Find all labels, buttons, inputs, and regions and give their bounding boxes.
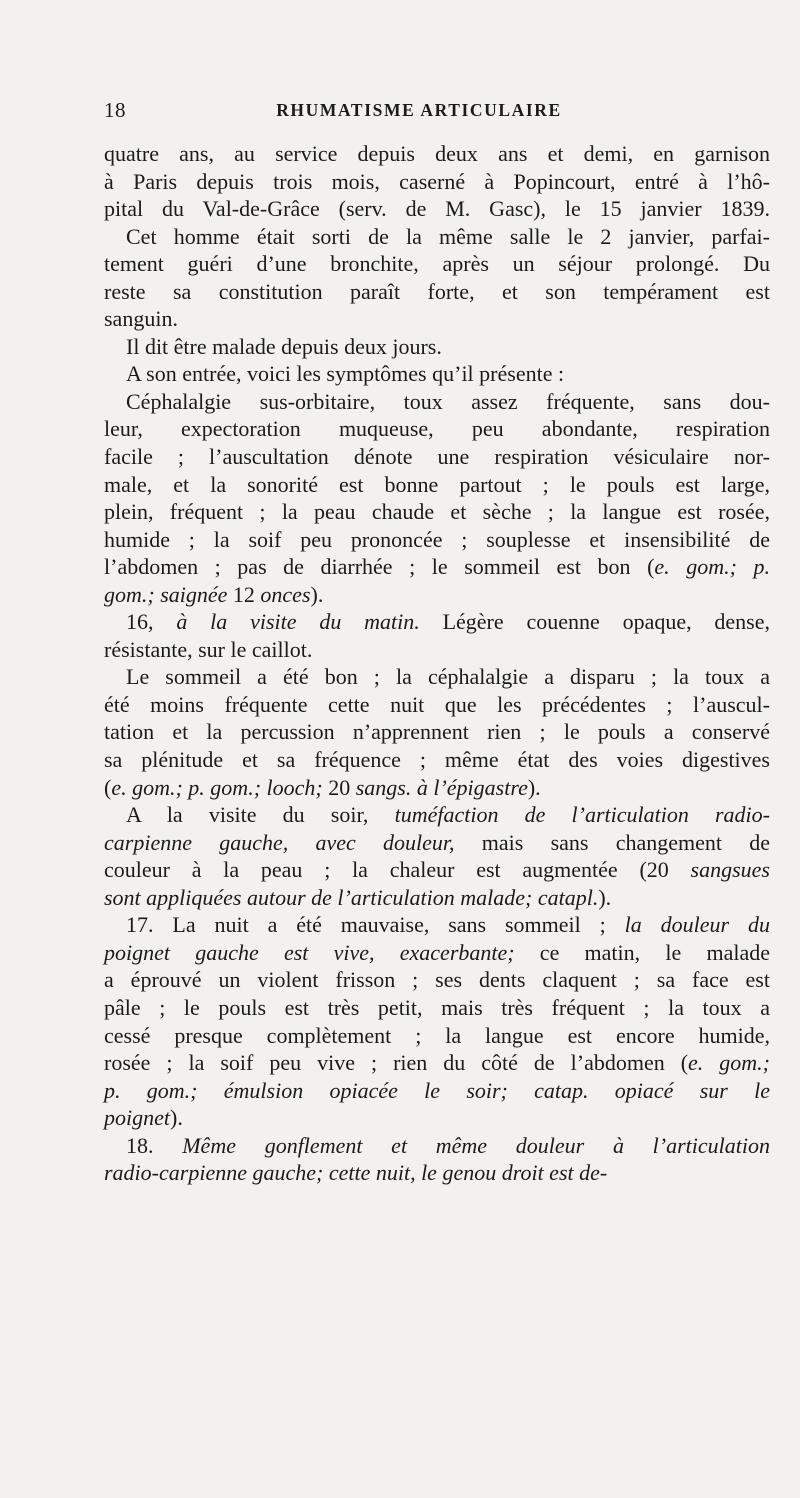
text-line bbox=[104, 388, 770, 416]
page-number: 18 bbox=[104, 98, 126, 122]
text-line bbox=[104, 1132, 770, 1160]
text-line bbox=[104, 994, 770, 1022]
text-line bbox=[104, 1049, 770, 1077]
text-line bbox=[104, 168, 770, 196]
text-line bbox=[104, 415, 770, 443]
italic-text: poignet bbox=[104, 1105, 170, 1131]
text-run: 17. La nuit a été mauvaise, sans sommeil ; bbox=[126, 912, 625, 938]
text-run: Il dit être malade depuis deux jours. bbox=[126, 333, 442, 359]
italic-text: carpienne gauche, avec douleur, bbox=[104, 829, 455, 855]
text-line bbox=[104, 1159, 770, 1187]
text-run: ). bbox=[598, 884, 612, 910]
text-run: 20 bbox=[322, 774, 356, 800]
text-line bbox=[104, 829, 770, 857]
text-run: tement guéri d’une bronchite, après un séjour prolongé. Du bbox=[104, 251, 770, 277]
text-line bbox=[104, 746, 770, 774]
text-run: mais sans changement de bbox=[454, 829, 770, 855]
text-run: 12 bbox=[227, 581, 261, 607]
text-run: Le sommeil a été bon ; la céphalalgie a disparu ; la toux a bbox=[126, 664, 770, 690]
text-line bbox=[104, 223, 770, 251]
italic-text: gom.; saignée bbox=[104, 581, 228, 607]
text-run: couleur à la peau ; la chaleur est augmentée (20 bbox=[104, 857, 691, 883]
text-run: ( bbox=[104, 774, 112, 800]
text-run: ). bbox=[527, 774, 541, 800]
text-run: 18. bbox=[126, 1132, 183, 1158]
italic-text: onces bbox=[260, 581, 311, 607]
text-run: a éprouvé un violent frisson ; ses dents claquent ; sa face est bbox=[104, 967, 770, 993]
text-line bbox=[104, 333, 770, 361]
text-run: 16, bbox=[126, 609, 177, 635]
italic-text: p. gom.; émulsion opiacée le soir; catap. opiacé sur le bbox=[104, 1077, 770, 1103]
italic-text: sangsues bbox=[690, 857, 770, 883]
italic-text: sont appliquées autour de l’articulation malade; catapl. bbox=[104, 884, 599, 910]
text-run: reste sa constitution paraît forte, et son tempérament est bbox=[104, 278, 770, 304]
text-line bbox=[104, 856, 770, 884]
text-run: rosée ; la soif peu vive ; rien du côté de l’abdomen ( bbox=[104, 1050, 689, 1076]
text-run: Cet homme était sorti de la même salle le 2 janvier, parfai- bbox=[126, 223, 770, 249]
text-run: A la visite du soir, bbox=[126, 802, 395, 828]
text-line bbox=[104, 884, 770, 912]
text-run: Céphalalgie sus-orbitaire, toux assez fréquente, sans dou- bbox=[126, 388, 770, 414]
italic-text: poignet gauche est vive, exacerbante; bbox=[104, 939, 515, 965]
italic-text: sangs. à l’épigastre bbox=[355, 774, 528, 800]
text-line bbox=[104, 195, 770, 223]
text-line bbox=[104, 939, 770, 967]
italic-text: Même gonflement et même douleur à l’articulation bbox=[182, 1132, 771, 1158]
text-line bbox=[104, 966, 770, 994]
text-run: ). bbox=[310, 581, 324, 607]
text-run: l’abdomen ; pas de diarrhée ; le sommeil est bon ( bbox=[104, 554, 655, 580]
italic-text: tuméfaction de l’articulation radio- bbox=[394, 802, 770, 828]
text-line bbox=[104, 526, 770, 554]
text-line bbox=[104, 140, 770, 168]
text-run: leur, expectoration muqueuse, peu abondante, respiration bbox=[104, 416, 770, 442]
text-run: humide ; la soif peu prononcée ; souplesse et insensibilité de bbox=[104, 526, 770, 552]
text-run: plein, fréquent ; la peau chaude et sèche ; la langue est rosée, bbox=[104, 499, 770, 525]
text-line bbox=[104, 1077, 770, 1105]
text-line bbox=[104, 250, 770, 278]
text-line bbox=[104, 498, 770, 526]
text-run: sa plénitude et sa fréquence ; même état des voies digestives bbox=[104, 747, 770, 773]
text-line bbox=[104, 691, 770, 719]
italic-text: e. gom.; p. gom.; looch; bbox=[111, 774, 323, 800]
text-run: quatre ans, au service depuis deux ans et demi, en garnison bbox=[104, 141, 770, 166]
text-line bbox=[104, 305, 770, 333]
text-run: facile ; l’auscultation dénote une respiration vésiculaire nor- bbox=[104, 444, 770, 470]
text-line bbox=[104, 663, 770, 691]
text-run: A son entrée, voici les symptômes qu’il présente : bbox=[126, 361, 565, 387]
text-line bbox=[104, 1104, 770, 1132]
text-run: male, et la sonorité est bonne partout ; le pouls est large, bbox=[104, 471, 770, 497]
italic-text: la douleur du bbox=[624, 912, 770, 938]
text-line bbox=[104, 471, 770, 499]
text-run: pâle ; le pouls est très petit, mais très fréquent ; la toux a bbox=[104, 994, 770, 1020]
text-line bbox=[104, 443, 770, 471]
text-line bbox=[104, 360, 770, 388]
text-line bbox=[104, 636, 770, 664]
text-line bbox=[104, 581, 770, 609]
text-line bbox=[104, 718, 770, 746]
text-line bbox=[104, 1022, 770, 1050]
text-line bbox=[104, 278, 770, 306]
text-line bbox=[104, 911, 770, 939]
text-run: résistante, sur le caillot. bbox=[104, 636, 313, 662]
text-run: pital du Val-de-Grâce (serv. de M. Gasc), le 15 janvier 1839. bbox=[104, 196, 770, 222]
text-line bbox=[104, 774, 770, 802]
text-run: Légère couenne opaque, dense, bbox=[419, 609, 771, 635]
italic-text: e. gom.; bbox=[688, 1050, 770, 1076]
italic-text: radio-carpienne gauche; cette nuit, le genou droit est de- bbox=[104, 1160, 608, 1186]
text-run: été moins fréquente cette nuit que les précédentes ; l’auscul- bbox=[104, 691, 770, 717]
text-line bbox=[104, 608, 770, 636]
body-text bbox=[104, 140, 770, 1187]
text-run: ). bbox=[170, 1105, 183, 1131]
text-line bbox=[104, 553, 770, 581]
text-run: ce matin, le malade bbox=[514, 939, 770, 965]
text-run: sanguin. bbox=[104, 306, 178, 332]
text-run: cessé presque complètement ; la langue est encore humide, bbox=[104, 1022, 770, 1048]
page-header bbox=[104, 98, 724, 128]
text-run: à Paris depuis trois mois, caserné à Popincourt, entré à l’hô- bbox=[104, 168, 770, 194]
text-run: tation et la percussion n’apprennent rien ; le pouls a conservé bbox=[104, 719, 770, 745]
running-title: RHUMATISME ARTICULAIRE bbox=[276, 100, 562, 120]
text-line bbox=[104, 801, 770, 829]
italic-text: e. gom.; p. bbox=[654, 554, 770, 580]
italic-text: à la visite du matin. bbox=[176, 609, 420, 635]
